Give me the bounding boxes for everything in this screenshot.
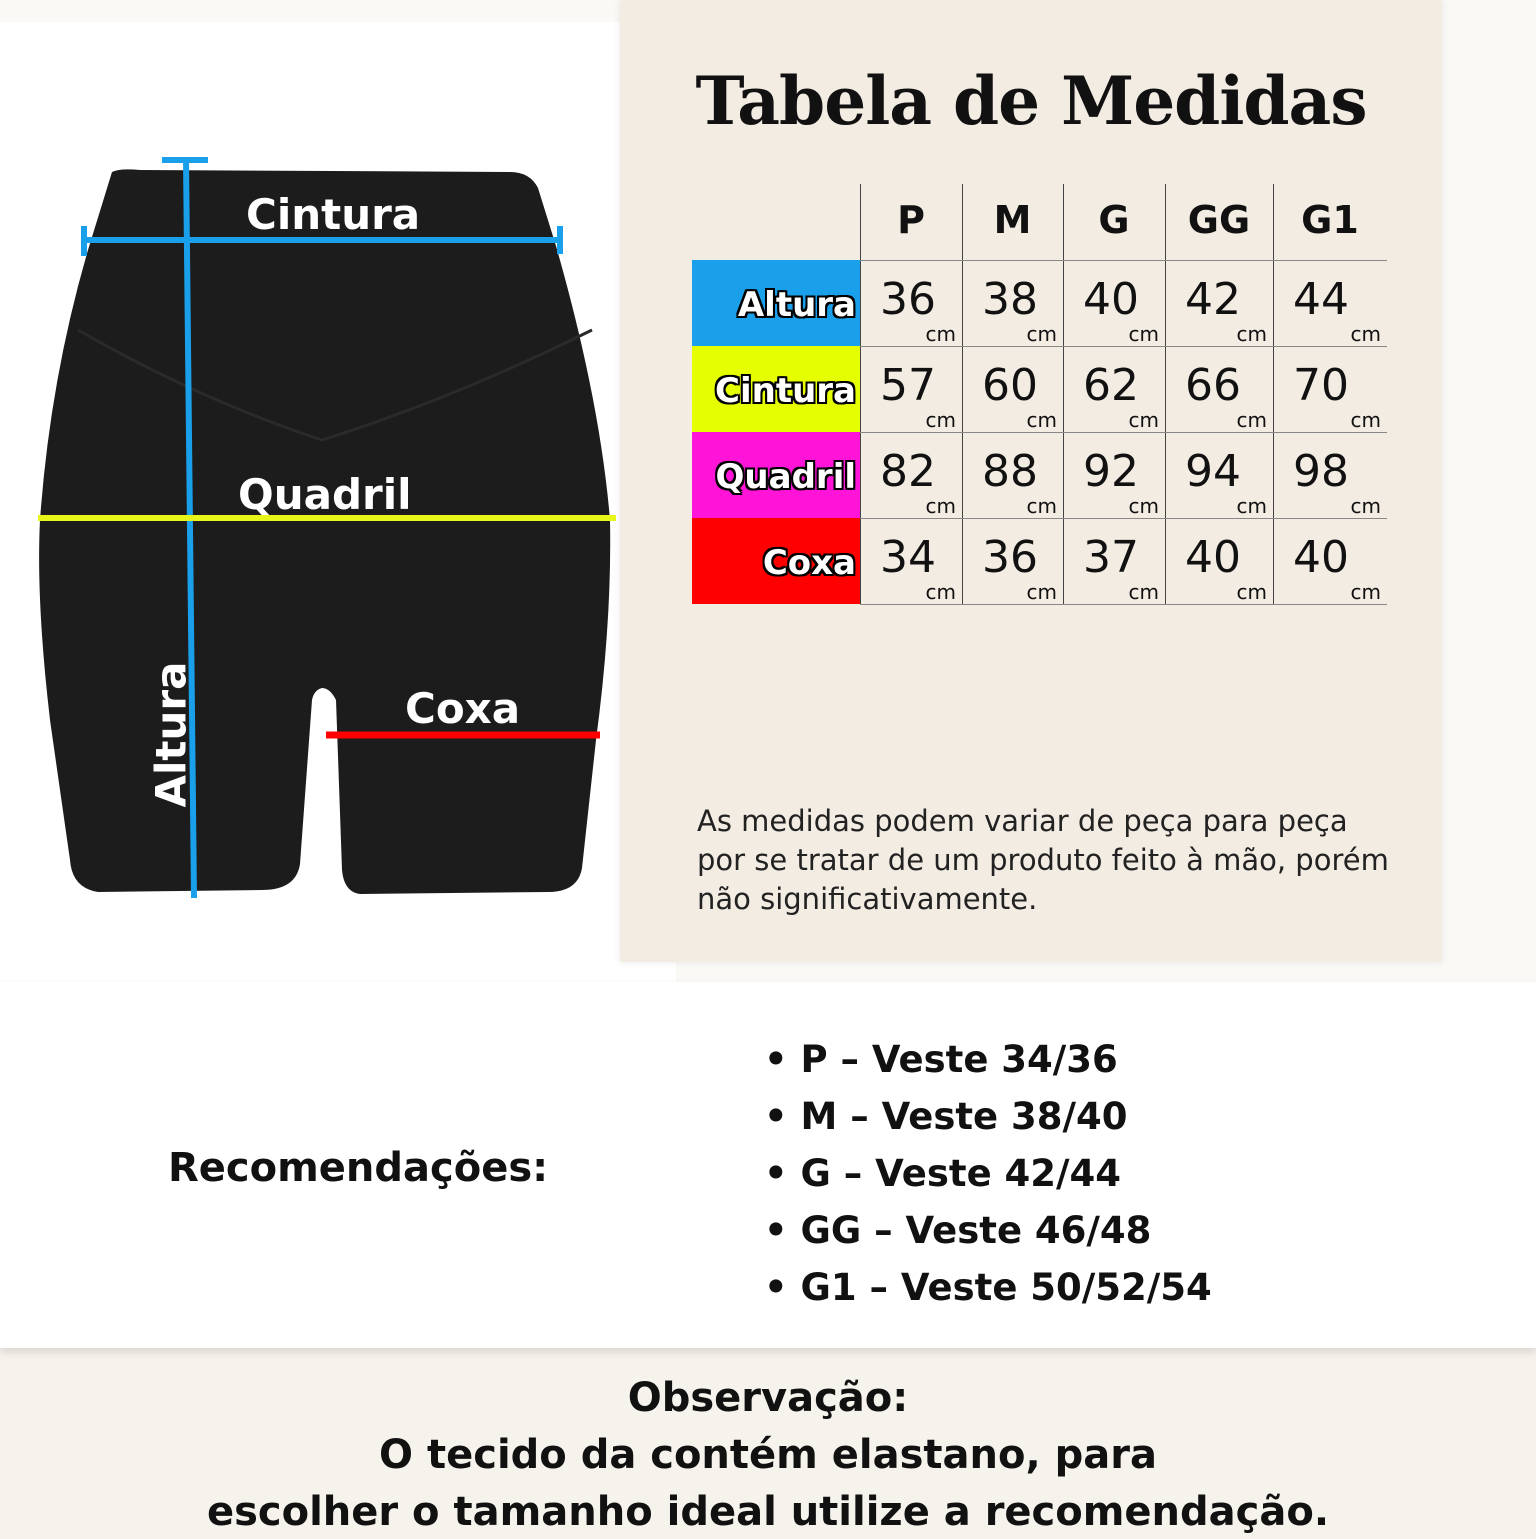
size-cell — [1273, 346, 1387, 432]
unit-label: cm — [925, 580, 956, 604]
unit-label: cm — [1128, 322, 1159, 346]
column-divider — [1273, 184, 1274, 604]
size-value: 42 — [1185, 274, 1241, 325]
size-cell — [1165, 518, 1273, 604]
unit-label: cm — [1026, 322, 1057, 346]
quadril-label: Quadril — [238, 470, 412, 519]
coxa-label: Coxa — [405, 684, 521, 733]
size-cell — [1273, 518, 1387, 604]
unit-label: cm — [1350, 494, 1381, 518]
recommendation-item: • G – Veste 42/44 — [764, 1152, 1122, 1195]
row-divider — [860, 604, 1387, 605]
size-cell — [860, 432, 962, 518]
shorts-silhouette — [39, 169, 610, 894]
column-divider — [1165, 184, 1166, 604]
unit-label: cm — [1128, 580, 1159, 604]
row-divider — [860, 346, 1387, 347]
size-cell — [860, 346, 962, 432]
observation-title: Observação: — [627, 1375, 909, 1421]
size-header-g: G — [1098, 198, 1130, 242]
size-value: 98 — [1293, 446, 1349, 497]
unit-label: cm — [1236, 408, 1267, 432]
size-cell — [1165, 346, 1273, 432]
unit-label: cm — [1350, 580, 1381, 604]
row-divider — [860, 518, 1387, 519]
row-label-altura: Altura — [692, 260, 860, 346]
size-value: 40 — [1083, 274, 1139, 325]
size-cell — [860, 518, 962, 604]
unit-label: cm — [925, 494, 956, 518]
size-cell — [962, 346, 1063, 432]
column-divider — [962, 184, 963, 604]
unit-label: cm — [1026, 408, 1057, 432]
unit-label: cm — [1026, 494, 1057, 518]
unit-label: cm — [1236, 494, 1267, 518]
unit-label: cm — [1128, 408, 1159, 432]
size-value: 44 — [1293, 274, 1349, 325]
unit-label: cm — [1350, 408, 1381, 432]
size-cell — [1063, 518, 1165, 604]
size-value: 40 — [1293, 532, 1349, 583]
size-value: 62 — [1083, 360, 1139, 411]
unit-label: cm — [925, 322, 956, 346]
size-cell — [1063, 346, 1165, 432]
size-cell — [1165, 432, 1273, 518]
measurement-note — [697, 802, 1437, 919]
size-cell — [1063, 432, 1165, 518]
row-label-quadril: Quadril — [692, 432, 860, 518]
shorts-figure — [0, 0, 676, 982]
recommendations-title: Recomendações: — [168, 1145, 549, 1191]
size-value: 37 — [1083, 532, 1139, 583]
size-value: 92 — [1083, 446, 1139, 497]
size-cell — [1273, 260, 1387, 346]
altura-label: Altura — [146, 661, 196, 808]
size-cell — [1063, 260, 1165, 346]
recommendation-item: • M – Veste 38/40 — [764, 1095, 1128, 1138]
row-label-coxa: Coxa — [692, 518, 860, 604]
size-value: 57 — [880, 360, 936, 411]
size-cell — [962, 260, 1063, 346]
column-divider — [860, 184, 861, 604]
recommendation-item: • GG – Veste 46/48 — [764, 1209, 1152, 1252]
size-header-g1: G1 — [1301, 198, 1359, 242]
row-label-cintura: Cintura — [692, 346, 860, 432]
size-value: 38 — [982, 274, 1038, 325]
size-header-m: M — [993, 198, 1032, 242]
size-value: 40 — [1185, 532, 1241, 583]
page-title: Tabela de Medidas — [695, 62, 1367, 140]
size-cell — [1165, 260, 1273, 346]
size-value: 36 — [982, 532, 1038, 583]
unit-label: cm — [925, 408, 956, 432]
size-value: 36 — [880, 274, 936, 325]
size-value: 94 — [1185, 446, 1241, 497]
unit-label: cm — [1236, 322, 1267, 346]
note-line: por se tratar de um produto feito à mão, porém — [697, 843, 1389, 877]
observation-section — [0, 1370, 1536, 1539]
recommendation-item: • P – Veste 34/36 — [764, 1038, 1118, 1081]
row-divider — [860, 432, 1387, 433]
size-cell — [1273, 432, 1387, 518]
size-value: 70 — [1293, 360, 1349, 411]
note-line: As medidas podem variar de peça para peça — [697, 804, 1348, 838]
recommendations-section — [0, 982, 1536, 1348]
note-line: não significativamente. — [697, 882, 1038, 916]
size-value: 88 — [982, 446, 1038, 497]
size-header-p: P — [897, 198, 925, 242]
recommendations-list — [764, 1038, 1212, 1323]
size-value: 34 — [880, 532, 936, 583]
column-divider — [1063, 184, 1064, 604]
unit-label: cm — [1026, 580, 1057, 604]
observation-line: O tecido da contém elastano, para — [379, 1432, 1157, 1478]
cintura-label: Cintura — [246, 190, 421, 239]
size-cell — [962, 432, 1063, 518]
unit-label: cm — [1236, 580, 1267, 604]
size-value: 82 — [880, 446, 936, 497]
observation-line: escolher o tamanho ideal utilize a recomendação. — [206, 1489, 1330, 1535]
size-table — [692, 184, 1388, 604]
unit-label: cm — [1350, 322, 1381, 346]
row-divider — [860, 260, 1387, 261]
size-header-gg: GG — [1187, 198, 1251, 242]
size-cell — [860, 260, 962, 346]
unit-label: cm — [1128, 494, 1159, 518]
size-cell — [962, 518, 1063, 604]
size-value: 60 — [982, 360, 1038, 411]
recommendation-item: • G1 – Veste 50/52/54 — [764, 1266, 1212, 1309]
size-value: 66 — [1185, 360, 1241, 411]
